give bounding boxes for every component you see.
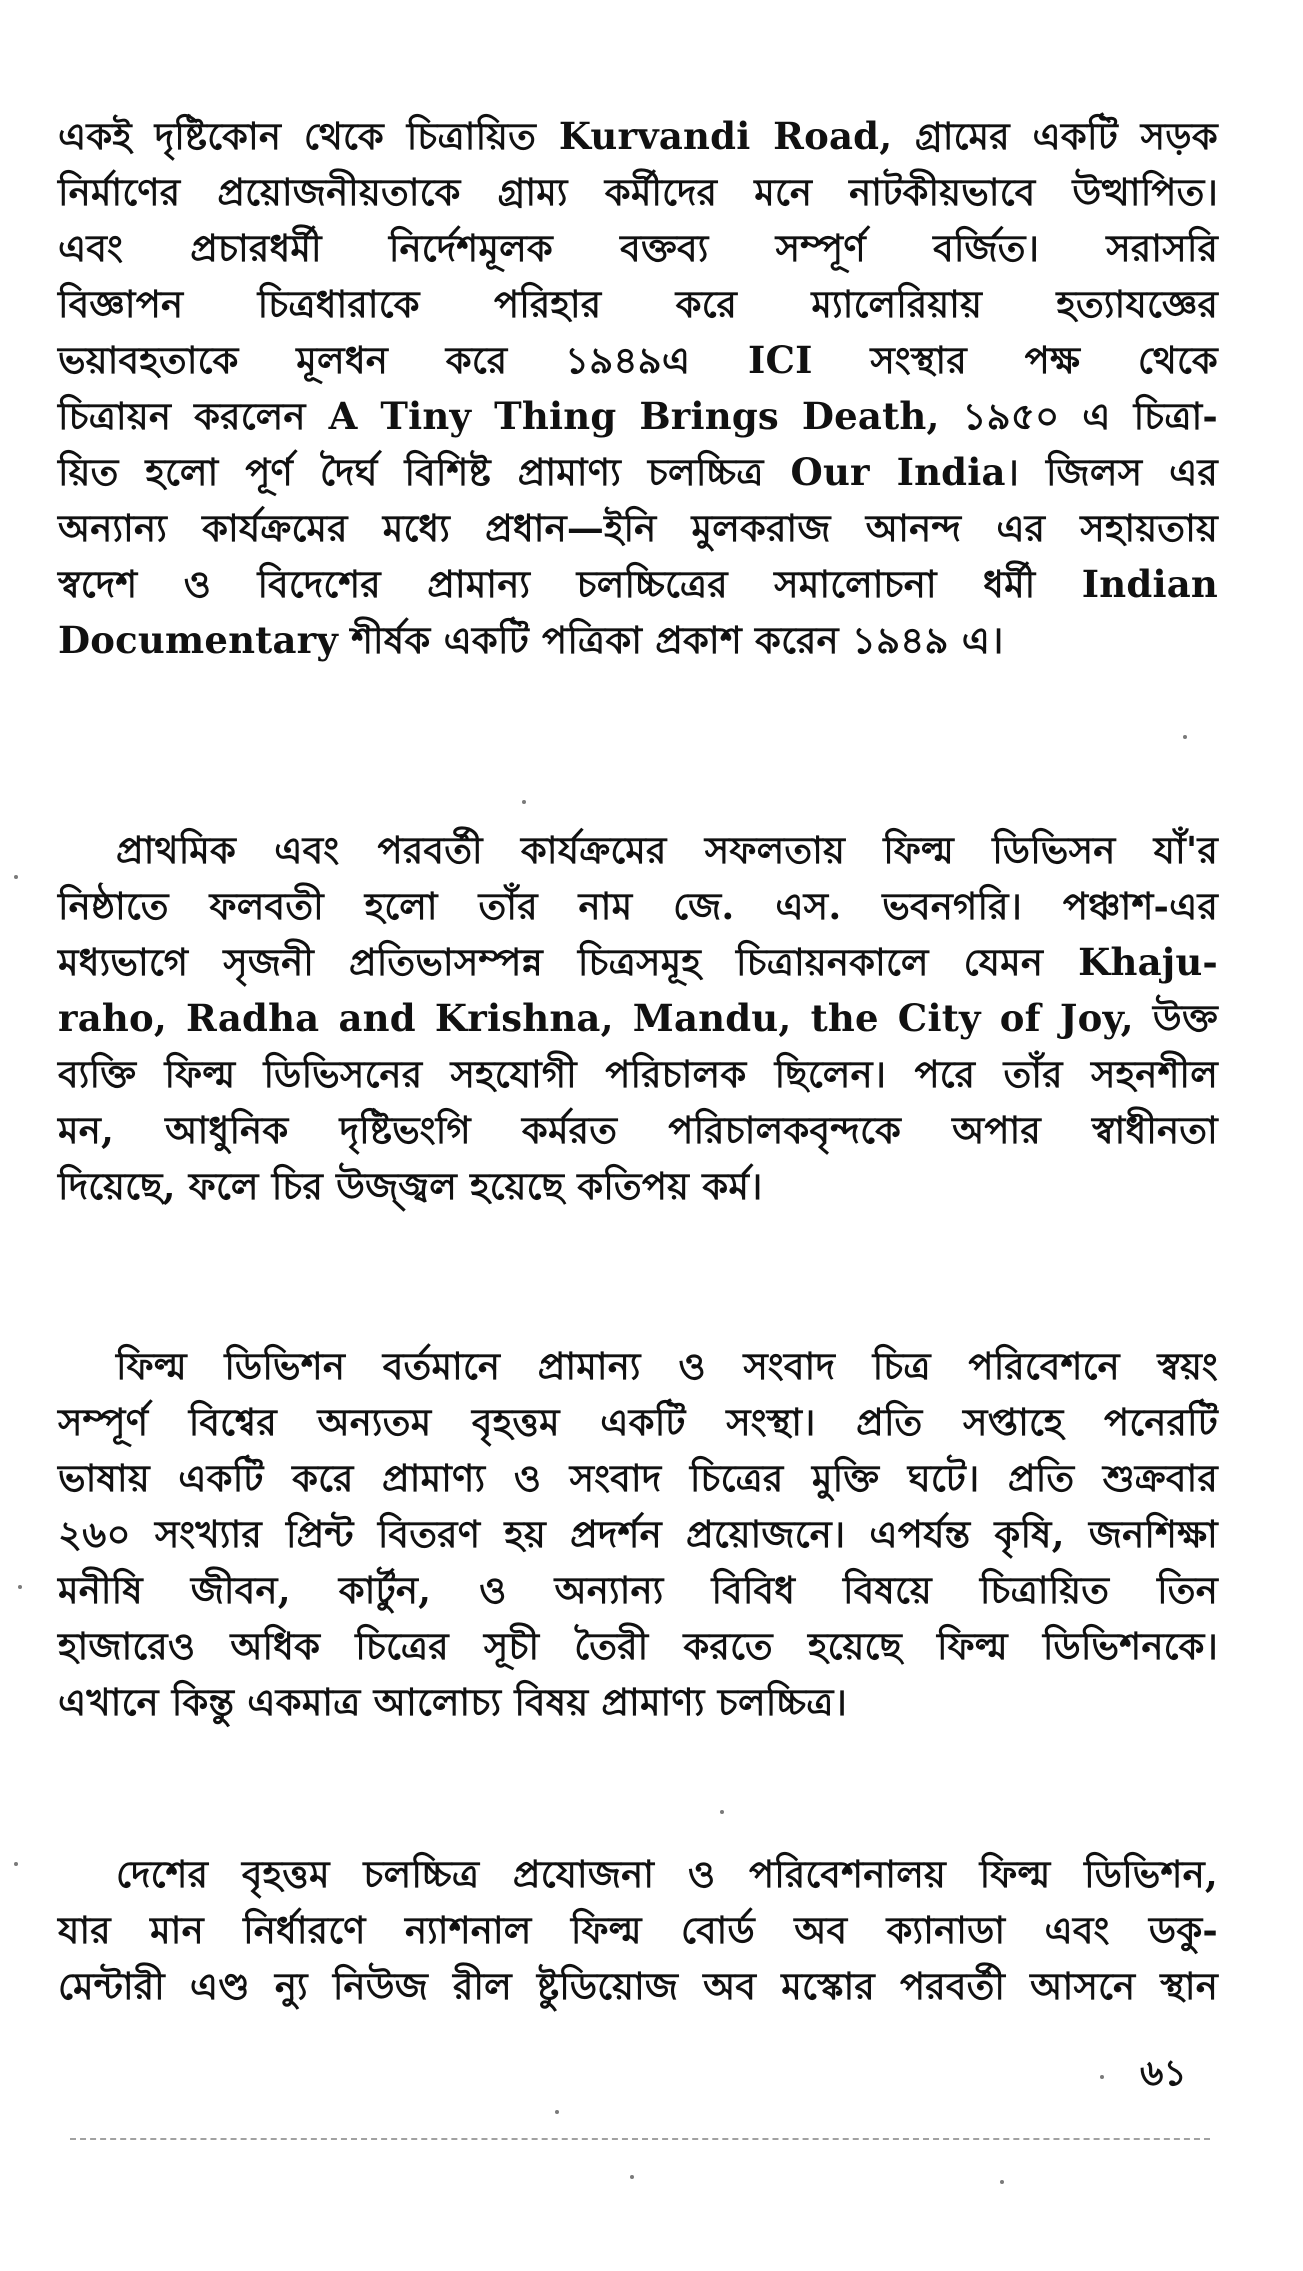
- text-line: যার মান নির্ধারণে ন্যাশনাল ফিল্ম বোর্ড অব ক্যানাডা এবং ডকু-: [58, 1908, 1218, 1952]
- text-line: প্রাথমিক এবং পরবর্তী কার্যক্রমের সফলতায় ফিল্ম ডিভিসন যাঁ'র: [116, 828, 1218, 872]
- page-number: ৬১: [1140, 2052, 1187, 2094]
- text-line: ভাষায় একটি করে প্রামাণ্য ও সংবাদ চিত্রের মুক্তি ঘটে। প্রতি শুক্রবার: [58, 1456, 1218, 1500]
- scan-speck: [555, 2110, 559, 2114]
- text-line: নিষ্ঠাতে ফলবতী হলো তাঁর নাম জে. এস. ভবনগরি। পঞ্চাশ-এর: [58, 884, 1218, 928]
- paragraph-1: [58, 108, 1218, 668]
- text-line: ব্যক্তি ফিল্ম ডিভিসনের সহযোগী পরিচালক ছিলেন। পরে তাঁর সহনশীল: [58, 1052, 1218, 1096]
- text-line: মধ্যভাগে সৃজনী প্রতিভাসম্পন্ন চিত্রসমূহ চিত্রায়নকালে যেমন Khaju-: [58, 940, 1218, 984]
- text-line: raho, Radha and Krishna, Mandu, the City of Joy, উক্ত: [58, 996, 1218, 1040]
- text-line: মেন্টারী এণ্ড ন্যু নিউজ রীল ষ্টুডিয়োজ অব মস্কোর পরবর্তী আসনে স্থান: [58, 1964, 1218, 2008]
- text-line: এবং প্রচারধর্মী নির্দেশমূলক বক্তব্য সম্পূর্ণ বর্জিত। সরাসরি: [58, 226, 1218, 270]
- text-line: বিজ্ঞাপন চিত্রধারাকে পরিহার করে ম্যালেরিয়ায় হত্যাযজ্ঞের: [58, 282, 1218, 326]
- text-line: দেশের বৃহত্তম চলচ্চিত্র প্রযোজনা ও পরিবেশনালয় ফিল্ম ডিভিশন,: [116, 1852, 1218, 1896]
- scan-speck: [1100, 2075, 1104, 2079]
- text-line: অন্যান্য কার্যক্রমের মধ্যে প্রধান—ইনি মুলকরাজ আনন্দ এর সহায়তায়: [58, 506, 1218, 550]
- paragraph-4: [58, 1846, 1218, 2014]
- paragraph-3: [58, 1338, 1218, 1730]
- text-line: ফিল্ম ডিভিশন বর্তমানে প্রামান্য ও সংবাদ চিত্র পরিবেশনে স্বয়ং: [116, 1344, 1218, 1388]
- scan-speck: [18, 1585, 22, 1589]
- text-line: দিয়েছে, ফলে চির উজ্জ্বল হয়েছে কতিপয় কর্ম।: [58, 1164, 763, 1208]
- scan-speck: [522, 800, 526, 804]
- text-line: Documentary শীর্ষক একটি পত্রিকা প্রকাশ করেন ১৯৪৯ এ।: [58, 618, 1004, 662]
- text-line: ২৬০ সংখ্যার প্রিন্ট বিতরণ হয় প্রদর্শন প্রয়োজনে। এপর্যন্ত কৃষি, জনশিক্ষা: [58, 1512, 1218, 1556]
- text-line: সম্পূর্ণ বিশ্বের অন্যতম বৃহত্তম একটি সংস্থা। প্রতি সপ্তাহে পনেরটি: [58, 1400, 1218, 1444]
- text-line: মনীষি জীবন, কার্টুন, ও অন্যান্য বিবিধ বিষয়ে চিত্রায়িত তিন: [58, 1568, 1218, 1612]
- paragraph-2: [58, 822, 1218, 1214]
- text-line: হাজারেও অধিক চিত্রের সূচী তৈরী করতে হয়েছে ফিল্ম ডিভিশনকে।: [58, 1624, 1218, 1668]
- text-line: নির্মাণের প্রয়োজনীয়তাকে গ্রাম্য কর্মীদের মনে নাটকীয়ভাবে উত্থাপিত।: [58, 170, 1218, 214]
- scan-speck: [14, 1862, 18, 1866]
- scan-speck: [720, 1810, 724, 1814]
- text-line: য়িত হলো পূর্ণ দৈর্ঘ বিশিষ্ট প্রামাণ্য চলচ্চিত্র Our India। জিলস এর: [58, 450, 1218, 494]
- footer-divider: [70, 2138, 1210, 2140]
- text-line: স্বদেশ ও বিদেশের প্রামান্য চলচ্চিত্রের সমালোচনা ধর্মী Indian: [58, 562, 1218, 606]
- scan-speck: [1000, 2180, 1004, 2184]
- text-line: চিত্রায়ন করলেন A Tiny Thing Brings Death, ১৯৫০ এ চিত্রা-: [58, 394, 1218, 438]
- text-line: মন, আধুনিক দৃষ্টিভংগি কর্মরত পরিচালকবৃন্দকে অপার স্বাধীনতা: [58, 1108, 1218, 1152]
- scan-speck: [14, 875, 18, 879]
- scan-speck: [630, 2175, 634, 2179]
- text-line: ভয়াবহতাকে মূলধন করে ১৯৪৯এ ICI সংস্থার পক্ষ থেকে: [58, 338, 1218, 382]
- text-line: একই দৃষ্টিকোন থেকে চিত্রায়িত Kurvandi Road, গ্রামের একটি সড়ক: [58, 114, 1218, 158]
- scan-speck: [1183, 735, 1187, 739]
- text-line: এখানে কিন্তু একমাত্র আলোচ্য বিষয় প্রামাণ্য চলচ্চিত্র।: [58, 1680, 848, 1724]
